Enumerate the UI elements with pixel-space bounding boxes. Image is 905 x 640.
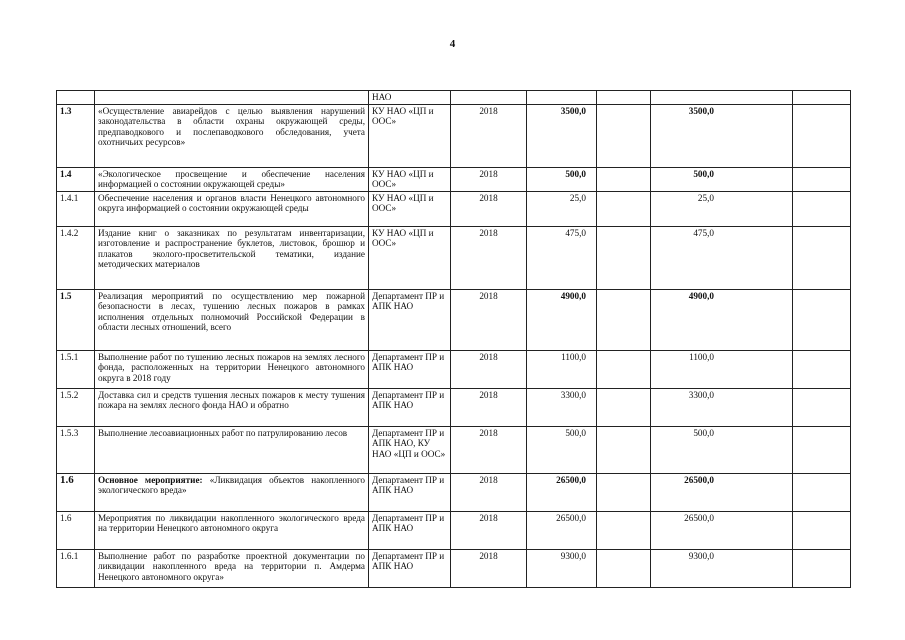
table-row xyxy=(57,167,851,191)
cell-code: 1.4 xyxy=(57,167,95,191)
cell-total: 26500,0 xyxy=(527,511,597,549)
cell-code xyxy=(57,91,95,105)
cell-code: 1.4.1 xyxy=(57,191,95,226)
cell-year: 2018 xyxy=(451,549,527,587)
cell-code: 1.5.1 xyxy=(57,350,95,388)
cell-year: 2018 xyxy=(451,511,527,549)
cell-total: 500,0 xyxy=(527,426,597,473)
cell-col8 xyxy=(793,91,851,105)
cell-col6 xyxy=(597,511,651,549)
cell-desc: Выполнение лесоавиационных работ по патрулированию лесов xyxy=(95,426,369,473)
page-number: 4 xyxy=(449,38,456,50)
cell-col6 xyxy=(597,473,651,511)
cell-year: 2018 xyxy=(451,426,527,473)
cell-code: 1.6 xyxy=(57,511,95,549)
cell-total: 3500,0 xyxy=(527,104,597,167)
cell-col8 xyxy=(793,473,851,511)
cell-executor: КУ НАО «ЦП и ООС» xyxy=(369,191,451,226)
cell-total: 9300,0 xyxy=(527,549,597,587)
cell-col8 xyxy=(793,426,851,473)
cell-col7: 500,0 xyxy=(651,426,793,473)
cell-executor: Департамент ПР и АПК НАО xyxy=(369,473,451,511)
cell-desc: «Осуществление авиарейдов с целью выявления нарушений законодательства в области охраны окружающей среды, предпаводкового и послепаводкового обследования, учета охотничьих ресурсов» xyxy=(95,104,369,167)
cell-executor: Департамент ПР и АПК НАО xyxy=(369,549,451,587)
cell-col6 xyxy=(597,104,651,167)
cell-year: 2018 xyxy=(451,226,527,289)
cell-total: 4900,0 xyxy=(527,289,597,350)
cell-col7: 3300,0 xyxy=(651,388,793,426)
cell-col8 xyxy=(793,104,851,167)
cell-desc: Выполнение работ по разработке проектной документации по ликвидации накопленного вреда на территории п. Амдерма Ненецкого автономного округа» xyxy=(95,549,369,587)
cell-col6 xyxy=(597,167,651,191)
cell-col7: 25,0 xyxy=(651,191,793,226)
cell-total: 25,0 xyxy=(527,191,597,226)
cell-year: 2018 xyxy=(451,104,527,167)
cell-executor: Департамент ПР и АПК НАО xyxy=(369,289,451,350)
cell-year: 2018 xyxy=(451,167,527,191)
cell-code: 1.6.1 xyxy=(57,549,95,587)
cell-total: 475,0 xyxy=(527,226,597,289)
cell-col6 xyxy=(597,226,651,289)
cell-year xyxy=(451,91,527,105)
cell-year: 2018 xyxy=(451,350,527,388)
cell-total: 1100,0 xyxy=(527,350,597,388)
cell-col8 xyxy=(793,191,851,226)
cell-col7: 26500,0 xyxy=(651,473,793,511)
cell-col6 xyxy=(597,91,651,105)
table-body xyxy=(57,91,851,588)
table-row xyxy=(57,191,851,226)
cell-desc: «Экологическое просвещение и обеспечение населения информацией о состоянии окружающей среды» xyxy=(95,167,369,191)
cell-col7: 1100,0 xyxy=(651,350,793,388)
cell-col8 xyxy=(793,167,851,191)
cell-col6 xyxy=(597,350,651,388)
desc-text: «Ликвидация объектов накопленного экологического вреда» xyxy=(98,474,365,495)
cell-executor: КУ НАО «ЦП и ООС» xyxy=(369,104,451,167)
cell-desc xyxy=(95,91,369,105)
cell-executor: Департамент ПР и АПК НАО, КУ НАО «ЦП и ООС» xyxy=(369,426,451,473)
table-row xyxy=(57,511,851,549)
table-row xyxy=(57,350,851,388)
cell-col6 xyxy=(597,388,651,426)
cell-executor: Департамент ПР и АПК НАО xyxy=(369,388,451,426)
cell-desc: Реализация мероприятий по осуществлению мер пожарной безопасности в лесах, тушению лесных пожаров в рамках исполнения отдельных полномочий Российской Федерации в области лесных отношений, всего xyxy=(95,289,369,350)
cell-code: 1.6 xyxy=(57,473,95,511)
table-row xyxy=(57,104,851,167)
cell-col8 xyxy=(793,289,851,350)
cell-total: 3300,0 xyxy=(527,388,597,426)
cell-year: 2018 xyxy=(451,473,527,511)
cell-col7: 500,0 xyxy=(651,167,793,191)
cell-col7: 475,0 xyxy=(651,226,793,289)
cell-executor: КУ НАО «ЦП и ООС» xyxy=(369,167,451,191)
cell-code: 1.5.2 xyxy=(57,388,95,426)
cell-executor: КУ НАО «ЦП и ООС» xyxy=(369,226,451,289)
cell-col7: 3500,0 xyxy=(651,104,793,167)
cell-col7: 9300,0 xyxy=(651,549,793,587)
cell-col6 xyxy=(597,289,651,350)
cell-total xyxy=(527,91,597,105)
cell-col8 xyxy=(793,549,851,587)
cell-col7 xyxy=(651,91,793,105)
cell-col8 xyxy=(793,350,851,388)
cell-desc: Выполнение работ по тушению лесных пожаров на землях лесного фонда, расположенных на территории Ненецкого автономного округа в 2018 году xyxy=(95,350,369,388)
cell-desc: Издание книг о заказниках по результатам инвентаризации, изготовление и распространение буклетов, листовок, брошюр и плакатов эколого-просветительской тематики, издание методических материалов xyxy=(95,226,369,289)
table-row xyxy=(57,549,851,587)
cell-total: 26500,0 xyxy=(527,473,597,511)
cell-col8 xyxy=(793,226,851,289)
cell-col8 xyxy=(793,511,851,549)
cell-code: 1.5.3 xyxy=(57,426,95,473)
table-row xyxy=(57,289,851,350)
table-row xyxy=(57,426,851,473)
cell-year: 2018 xyxy=(451,289,527,350)
cell-executor: НАО xyxy=(369,91,451,105)
cell-col8 xyxy=(793,388,851,426)
cell-executor: Департамент ПР и АПК НАО xyxy=(369,511,451,549)
cell-total: 500,0 xyxy=(527,167,597,191)
table-row xyxy=(57,388,851,426)
cell-year: 2018 xyxy=(451,191,527,226)
cell-code: 1.4.2 xyxy=(57,226,95,289)
cell-desc xyxy=(95,473,369,511)
cell-year: 2018 xyxy=(451,388,527,426)
cell-col6 xyxy=(597,191,651,226)
cell-desc: Мероприятия по ликвидации накопленного экологического вреда на территории Ненецкого автономного округа xyxy=(95,511,369,549)
cell-col7: 26500,0 xyxy=(651,511,793,549)
cell-code: 1.5 xyxy=(57,289,95,350)
desc-lead: Основное мероприятие: xyxy=(98,474,203,485)
cell-col7: 4900,0 xyxy=(651,289,793,350)
cell-desc: Доставка сил и средств тушения лесных пожаров к месту тушения пожара на землях лесного фонда НАО и обратно xyxy=(95,388,369,426)
table-row-continuation xyxy=(57,91,851,105)
table-row xyxy=(57,226,851,289)
cell-desc: Обеспечение населения и органов власти Ненецкого автономного округа информацией о состоянии окружающей среды xyxy=(95,191,369,226)
program-table xyxy=(56,90,851,588)
table-row xyxy=(57,473,851,511)
cell-executor: Департамент ПР и АПК НАО xyxy=(369,350,451,388)
cell-col6 xyxy=(597,426,651,473)
cell-code: 1.3 xyxy=(57,104,95,167)
cell-col6 xyxy=(597,549,651,587)
